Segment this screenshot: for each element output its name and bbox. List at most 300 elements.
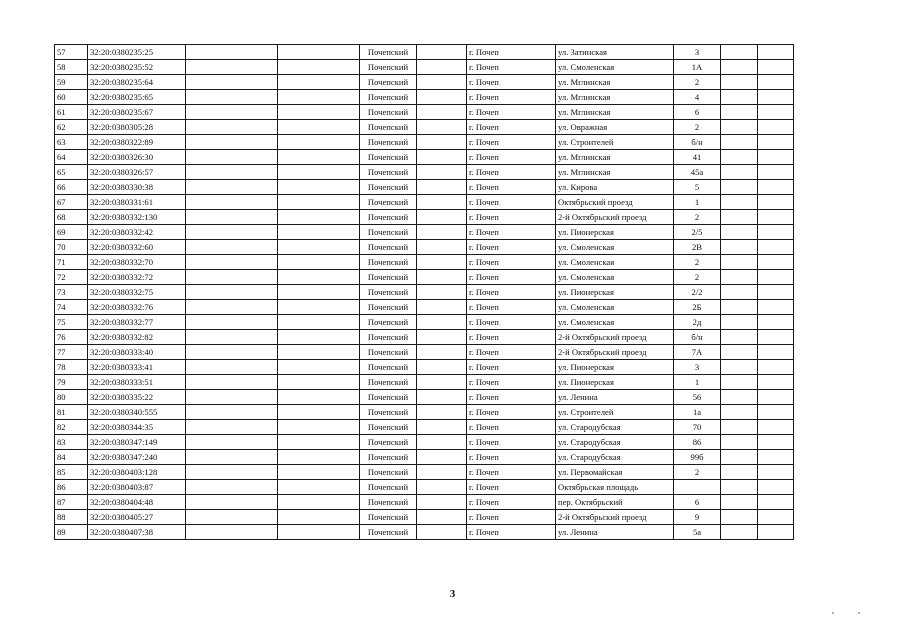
empty-cell xyxy=(186,510,278,525)
house-number-cell: 99б xyxy=(674,450,721,465)
city-cell: г. Почеп xyxy=(467,195,556,210)
house-number-cell: 2д xyxy=(674,315,721,330)
table-row xyxy=(55,480,794,495)
row-number-cell: 59 xyxy=(55,75,88,90)
table-row xyxy=(55,510,794,525)
house-number-cell: 2 xyxy=(674,465,721,480)
district-cell: Почепский xyxy=(360,180,417,195)
street-cell: 2-й Октябрьский проезд xyxy=(556,330,674,345)
table-row xyxy=(55,150,794,165)
empty-cell xyxy=(721,75,758,90)
empty-cell xyxy=(186,450,278,465)
empty-cell xyxy=(721,330,758,345)
table-row xyxy=(55,495,794,510)
empty-cell xyxy=(186,300,278,315)
city-cell: г. Почеп xyxy=(467,165,556,180)
house-number-cell: 1 xyxy=(674,195,721,210)
empty-cell xyxy=(721,375,758,390)
empty-cell xyxy=(417,330,467,345)
city-cell: г. Почеп xyxy=(467,105,556,120)
empty-cell xyxy=(721,405,758,420)
empty-cell xyxy=(758,315,794,330)
row-number-cell: 87 xyxy=(55,495,88,510)
empty-cell xyxy=(417,345,467,360)
table-row xyxy=(55,345,794,360)
house-number-cell: 2В xyxy=(674,240,721,255)
row-number-cell: 68 xyxy=(55,210,88,225)
district-cell: Почепский xyxy=(360,105,417,120)
cadastral-number-cell: 32:20:0380335:22 xyxy=(88,390,186,405)
empty-cell xyxy=(186,390,278,405)
table-row xyxy=(55,390,794,405)
cadastral-number-cell: 32:20:0380235:25 xyxy=(88,45,186,60)
empty-cell xyxy=(758,510,794,525)
street-cell: ул. Стародубская xyxy=(556,420,674,435)
empty-cell xyxy=(186,480,278,495)
empty-cell xyxy=(278,360,360,375)
empty-cell xyxy=(417,405,467,420)
table-row xyxy=(55,360,794,375)
street-cell: ул. Строителей xyxy=(556,405,674,420)
house-number-cell: 2 xyxy=(674,270,721,285)
scan-speck xyxy=(832,612,834,614)
house-number-cell: 1А xyxy=(674,60,721,75)
district-cell: Почепский xyxy=(360,480,417,495)
district-cell: Почепский xyxy=(360,135,417,150)
house-number-cell: 45а xyxy=(674,165,721,180)
district-cell: Почепский xyxy=(360,345,417,360)
table-row xyxy=(55,120,794,135)
empty-cell xyxy=(721,495,758,510)
city-cell: г. Почеп xyxy=(467,210,556,225)
city-cell: г. Почеп xyxy=(467,75,556,90)
empty-cell xyxy=(758,480,794,495)
empty-cell xyxy=(758,255,794,270)
row-number-cell: 63 xyxy=(55,135,88,150)
empty-cell xyxy=(721,210,758,225)
district-cell: Почепский xyxy=(360,285,417,300)
empty-cell xyxy=(417,255,467,270)
empty-cell xyxy=(758,405,794,420)
table-row xyxy=(55,420,794,435)
empty-cell xyxy=(278,345,360,360)
empty-cell xyxy=(417,45,467,60)
empty-cell xyxy=(721,270,758,285)
empty-cell xyxy=(417,75,467,90)
district-cell: Почепский xyxy=(360,240,417,255)
cadastral-number-cell: 32:20:0380235:64 xyxy=(88,75,186,90)
city-cell: г. Почеп xyxy=(467,360,556,375)
house-number-cell: 70 xyxy=(674,420,721,435)
house-number-cell: 1а xyxy=(674,405,721,420)
table-row xyxy=(55,405,794,420)
city-cell: г. Почеп xyxy=(467,285,556,300)
empty-cell xyxy=(758,330,794,345)
cadastral-number-cell: 32:20:0380333:41 xyxy=(88,360,186,375)
table-row xyxy=(55,330,794,345)
cadastral-number-cell: 32:20:0380403:87 xyxy=(88,480,186,495)
empty-cell xyxy=(758,360,794,375)
row-number-cell: 71 xyxy=(55,255,88,270)
row-number-cell: 58 xyxy=(55,60,88,75)
empty-cell xyxy=(417,135,467,150)
city-cell: г. Почеп xyxy=(467,90,556,105)
empty-cell xyxy=(186,360,278,375)
empty-cell xyxy=(758,165,794,180)
house-number-cell: 2 xyxy=(674,210,721,225)
row-number-cell: 72 xyxy=(55,270,88,285)
table-row xyxy=(55,465,794,480)
cadastral-number-cell: 32:20:0380332:130 xyxy=(88,210,186,225)
empty-cell xyxy=(721,420,758,435)
empty-cell xyxy=(758,270,794,285)
empty-cell xyxy=(417,120,467,135)
cadastral-number-cell: 32:20:0380332:72 xyxy=(88,270,186,285)
row-number-cell: 77 xyxy=(55,345,88,360)
empty-cell xyxy=(721,195,758,210)
empty-cell xyxy=(758,105,794,120)
empty-cell xyxy=(186,435,278,450)
table-row xyxy=(55,165,794,180)
empty-cell xyxy=(758,390,794,405)
empty-cell xyxy=(278,255,360,270)
empty-cell xyxy=(186,195,278,210)
empty-cell xyxy=(417,105,467,120)
city-cell: г. Почеп xyxy=(467,495,556,510)
empty-cell xyxy=(758,525,794,540)
city-cell: г. Почеп xyxy=(467,510,556,525)
empty-cell xyxy=(758,465,794,480)
empty-cell xyxy=(758,45,794,60)
table-row xyxy=(55,195,794,210)
district-cell: Почепский xyxy=(360,195,417,210)
cadastral-number-cell: 32:20:0380333:40 xyxy=(88,345,186,360)
street-cell: Октябрьский проезд xyxy=(556,195,674,210)
empty-cell xyxy=(417,180,467,195)
empty-cell xyxy=(758,375,794,390)
street-cell: ул. Строителей xyxy=(556,135,674,150)
empty-cell xyxy=(186,75,278,90)
district-cell: Почепский xyxy=(360,330,417,345)
table-row xyxy=(55,135,794,150)
row-number-cell: 89 xyxy=(55,525,88,540)
cadastral-number-cell: 32:20:0380235:65 xyxy=(88,90,186,105)
empty-cell xyxy=(278,225,360,240)
district-cell: Почепский xyxy=(360,435,417,450)
street-cell: ул. Овражная xyxy=(556,120,674,135)
city-cell: г. Почеп xyxy=(467,435,556,450)
empty-cell xyxy=(186,90,278,105)
street-cell: ул. Смоленская xyxy=(556,315,674,330)
empty-cell xyxy=(721,480,758,495)
empty-cell xyxy=(758,120,794,135)
street-cell: ул. Пионерская xyxy=(556,285,674,300)
row-number-cell: 85 xyxy=(55,465,88,480)
cadastral-number-cell: 32:20:0380332:77 xyxy=(88,315,186,330)
empty-cell xyxy=(278,75,360,90)
street-cell: ул. Ленина xyxy=(556,390,674,405)
house-number-cell: 1 xyxy=(674,375,721,390)
cadastral-number-cell: 32:20:0380326:30 xyxy=(88,150,186,165)
empty-cell xyxy=(721,105,758,120)
street-cell: 2-й Октябрьский проезд xyxy=(556,510,674,525)
row-number-cell: 69 xyxy=(55,225,88,240)
empty-cell xyxy=(758,180,794,195)
empty-cell xyxy=(758,300,794,315)
house-number-cell xyxy=(674,480,721,495)
house-number-cell: 4 xyxy=(674,90,721,105)
empty-cell xyxy=(186,60,278,75)
document-sheet xyxy=(54,44,794,540)
house-number-cell: 2 xyxy=(674,75,721,90)
empty-cell xyxy=(758,90,794,105)
empty-cell xyxy=(278,390,360,405)
empty-cell xyxy=(186,285,278,300)
table-row xyxy=(55,105,794,120)
empty-cell xyxy=(721,45,758,60)
house-number-cell: 6 xyxy=(674,105,721,120)
district-cell: Почепский xyxy=(360,300,417,315)
row-number-cell: 65 xyxy=(55,165,88,180)
street-cell: ул. Пионерская xyxy=(556,225,674,240)
empty-cell xyxy=(721,180,758,195)
district-cell: Почепский xyxy=(360,255,417,270)
city-cell: г. Почеп xyxy=(467,450,556,465)
empty-cell xyxy=(417,435,467,450)
row-number-cell: 62 xyxy=(55,120,88,135)
empty-cell xyxy=(721,135,758,150)
empty-cell xyxy=(417,285,467,300)
empty-cell xyxy=(186,225,278,240)
empty-cell xyxy=(721,90,758,105)
empty-cell xyxy=(186,465,278,480)
empty-cell xyxy=(278,465,360,480)
empty-cell xyxy=(721,345,758,360)
empty-cell xyxy=(417,510,467,525)
street-cell: ул. Мглинская xyxy=(556,150,674,165)
table-row xyxy=(55,525,794,540)
empty-cell xyxy=(721,225,758,240)
cadastral-number-cell: 32:20:0380235:52 xyxy=(88,60,186,75)
house-number-cell: 2/5 xyxy=(674,225,721,240)
empty-cell xyxy=(278,480,360,495)
empty-cell xyxy=(278,90,360,105)
row-number-cell: 81 xyxy=(55,405,88,420)
street-cell: ул. Мглинская xyxy=(556,105,674,120)
street-cell: ул. Мглинская xyxy=(556,165,674,180)
house-number-cell: 9 xyxy=(674,510,721,525)
street-cell: ул. Мглинская xyxy=(556,90,674,105)
district-cell: Почепский xyxy=(360,450,417,465)
empty-cell xyxy=(721,285,758,300)
city-cell: г. Почеп xyxy=(467,465,556,480)
empty-cell xyxy=(758,135,794,150)
house-number-cell: 2 xyxy=(674,255,721,270)
empty-cell xyxy=(278,135,360,150)
table-row xyxy=(55,240,794,255)
table-row xyxy=(55,375,794,390)
city-cell: г. Почеп xyxy=(467,420,556,435)
street-cell: ул. Затинская xyxy=(556,45,674,60)
cadastral-number-cell: 32:20:0380332:42 xyxy=(88,225,186,240)
house-number-cell: 6 xyxy=(674,495,721,510)
empty-cell xyxy=(186,525,278,540)
district-cell: Почепский xyxy=(360,45,417,60)
empty-cell xyxy=(278,330,360,345)
house-number-cell: 2/2 xyxy=(674,285,721,300)
empty-cell xyxy=(758,75,794,90)
empty-cell xyxy=(721,315,758,330)
city-cell: г. Почеп xyxy=(467,60,556,75)
empty-cell xyxy=(278,240,360,255)
empty-cell xyxy=(417,270,467,285)
cadastral-number-cell: 32:20:0380235:67 xyxy=(88,105,186,120)
house-number-cell: б/н xyxy=(674,135,721,150)
empty-cell xyxy=(278,300,360,315)
empty-cell xyxy=(758,435,794,450)
table-row xyxy=(55,225,794,240)
cadastral-number-cell: 32:20:0380405:27 xyxy=(88,510,186,525)
property-registry-table xyxy=(54,44,794,540)
empty-cell xyxy=(278,450,360,465)
row-number-cell: 70 xyxy=(55,240,88,255)
empty-cell xyxy=(721,150,758,165)
empty-cell xyxy=(417,360,467,375)
cadastral-number-cell: 32:20:0380340:555 xyxy=(88,405,186,420)
empty-cell xyxy=(417,315,467,330)
empty-cell xyxy=(278,105,360,120)
district-cell: Почепский xyxy=(360,165,417,180)
row-number-cell: 75 xyxy=(55,315,88,330)
table-row xyxy=(55,435,794,450)
row-number-cell: 83 xyxy=(55,435,88,450)
house-number-cell: 3 xyxy=(674,45,721,60)
street-cell: ул. Смоленская xyxy=(556,240,674,255)
empty-cell xyxy=(417,240,467,255)
empty-cell xyxy=(417,450,467,465)
empty-cell xyxy=(721,450,758,465)
empty-cell xyxy=(278,180,360,195)
empty-cell xyxy=(758,150,794,165)
street-cell: ул. Мглинская xyxy=(556,75,674,90)
district-cell: Почепский xyxy=(360,525,417,540)
city-cell: г. Почеп xyxy=(467,330,556,345)
empty-cell xyxy=(278,495,360,510)
cadastral-number-cell: 32:20:0380407:38 xyxy=(88,525,186,540)
table-row xyxy=(55,270,794,285)
empty-cell xyxy=(758,495,794,510)
empty-cell xyxy=(278,45,360,60)
empty-cell xyxy=(278,195,360,210)
empty-cell xyxy=(721,510,758,525)
row-number-cell: 67 xyxy=(55,195,88,210)
empty-cell xyxy=(417,375,467,390)
district-cell: Почепский xyxy=(360,225,417,240)
empty-cell xyxy=(417,90,467,105)
district-cell: Почепский xyxy=(360,420,417,435)
empty-cell xyxy=(417,225,467,240)
district-cell: Почепский xyxy=(360,375,417,390)
empty-cell xyxy=(278,165,360,180)
street-cell: ул. Кирова xyxy=(556,180,674,195)
city-cell: г. Почеп xyxy=(467,240,556,255)
row-number-cell: 57 xyxy=(55,45,88,60)
district-cell: Почепский xyxy=(360,90,417,105)
house-number-cell: 2 xyxy=(674,120,721,135)
city-cell: г. Почеп xyxy=(467,135,556,150)
empty-cell xyxy=(417,465,467,480)
table-row xyxy=(55,210,794,225)
empty-cell xyxy=(278,525,360,540)
empty-cell xyxy=(186,180,278,195)
empty-cell xyxy=(417,150,467,165)
row-number-cell: 79 xyxy=(55,375,88,390)
empty-cell xyxy=(417,390,467,405)
empty-cell xyxy=(417,195,467,210)
street-cell: ул. Стародубская xyxy=(556,435,674,450)
cadastral-number-cell: 32:20:0380332:70 xyxy=(88,255,186,270)
empty-cell xyxy=(721,435,758,450)
street-cell: ул. Смоленская xyxy=(556,300,674,315)
empty-cell xyxy=(758,210,794,225)
row-number-cell: 84 xyxy=(55,450,88,465)
empty-cell xyxy=(278,510,360,525)
empty-cell xyxy=(758,240,794,255)
empty-cell xyxy=(417,495,467,510)
empty-cell xyxy=(278,210,360,225)
house-number-cell: 5а xyxy=(674,525,721,540)
row-number-cell: 74 xyxy=(55,300,88,315)
house-number-cell: б/н xyxy=(674,330,721,345)
city-cell: г. Почеп xyxy=(467,480,556,495)
empty-cell xyxy=(721,360,758,375)
empty-cell xyxy=(186,345,278,360)
cadastral-number-cell: 32:20:0380332:60 xyxy=(88,240,186,255)
house-number-cell: 7А xyxy=(674,345,721,360)
empty-cell xyxy=(758,285,794,300)
street-cell: ул. Смоленская xyxy=(556,270,674,285)
row-number-cell: 73 xyxy=(55,285,88,300)
row-number-cell: 64 xyxy=(55,150,88,165)
district-cell: Почепский xyxy=(360,495,417,510)
cadastral-number-cell: 32:20:0380333:51 xyxy=(88,375,186,390)
empty-cell xyxy=(186,165,278,180)
empty-cell xyxy=(721,300,758,315)
empty-cell xyxy=(758,195,794,210)
street-cell: ул. Стародубская xyxy=(556,450,674,465)
empty-cell xyxy=(186,120,278,135)
empty-cell xyxy=(186,105,278,120)
empty-cell xyxy=(417,525,467,540)
empty-cell xyxy=(186,210,278,225)
district-cell: Почепский xyxy=(360,120,417,135)
empty-cell xyxy=(758,450,794,465)
cadastral-number-cell: 32:20:0380332:75 xyxy=(88,285,186,300)
empty-cell xyxy=(186,45,278,60)
street-cell: ул. Ленина xyxy=(556,525,674,540)
empty-cell xyxy=(278,270,360,285)
empty-cell xyxy=(417,300,467,315)
district-cell: Почепский xyxy=(360,75,417,90)
empty-cell xyxy=(417,480,467,495)
empty-cell xyxy=(186,495,278,510)
empty-cell xyxy=(721,240,758,255)
table-row xyxy=(55,180,794,195)
empty-cell xyxy=(721,165,758,180)
row-number-cell: 60 xyxy=(55,90,88,105)
city-cell: г. Почеп xyxy=(467,150,556,165)
house-number-cell: 5 xyxy=(674,180,721,195)
